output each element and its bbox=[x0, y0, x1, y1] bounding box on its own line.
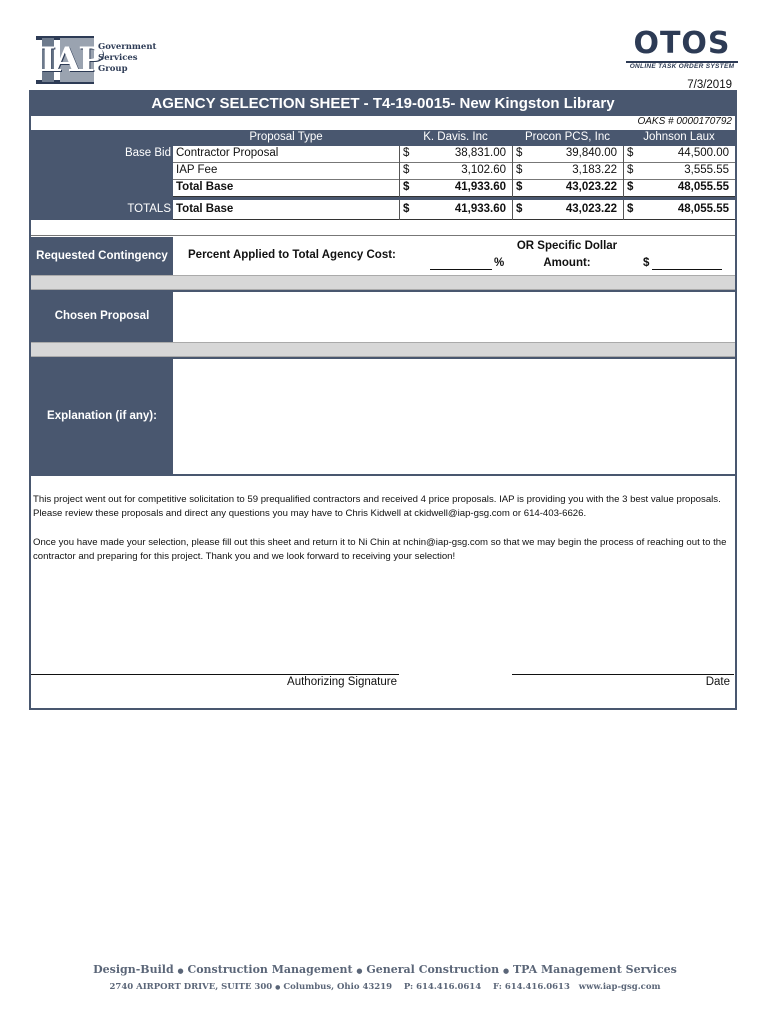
chosen-proposal-label: Chosen Proposal bbox=[54, 310, 150, 322]
date-label: Date bbox=[705, 676, 730, 688]
footer-service: Design-Build bbox=[93, 963, 174, 976]
footer-service: General Construction bbox=[366, 963, 500, 976]
explanation-bottom-border bbox=[31, 474, 735, 476]
dollar-sign: $ bbox=[643, 257, 650, 269]
table-cell: 48,055.55 bbox=[677, 203, 729, 215]
proposal-type-header: Proposal Type bbox=[249, 131, 323, 143]
oaks-number: OAKS # 0000170792 bbox=[637, 116, 732, 127]
dollar-sign: $ bbox=[627, 203, 634, 215]
chosen-proposal-field[interactable] bbox=[176, 292, 733, 340]
iap-logo bbox=[30, 32, 170, 88]
table-cell: 39,840.00 bbox=[565, 147, 617, 159]
dollar-sign: $ bbox=[627, 164, 634, 176]
dollar-sign: $ bbox=[403, 181, 410, 193]
table-cell: 38,831.00 bbox=[454, 147, 506, 159]
table-cell: 41,933.60 bbox=[454, 181, 506, 193]
dollar-sign: $ bbox=[516, 164, 523, 176]
table-row bbox=[173, 180, 735, 197]
date-line[interactable] bbox=[512, 674, 734, 675]
table-cell: 48,055.55 bbox=[677, 181, 729, 193]
percent-input[interactable] bbox=[430, 258, 492, 270]
percent-suffix: % bbox=[494, 257, 505, 269]
sheet-title: AGENCY SELECTION SHEET - T4-19-0015- New Kingston Library bbox=[151, 95, 615, 112]
table-body bbox=[173, 146, 735, 197]
section-divider bbox=[31, 342, 735, 357]
explanation-label-cell bbox=[31, 357, 173, 475]
otos-logo bbox=[620, 28, 744, 72]
table-cell: 44,500.00 bbox=[677, 147, 729, 159]
explanation-label: Explanation (if any): bbox=[47, 410, 157, 422]
signature-line[interactable] bbox=[31, 674, 399, 675]
table-row bbox=[173, 146, 735, 163]
explanation-field[interactable] bbox=[176, 359, 733, 473]
footer-service: TPA Management Services bbox=[512, 963, 677, 976]
totals-row bbox=[173, 200, 735, 220]
dollar-sign: $ bbox=[403, 147, 410, 159]
column-header-1: K. Davis. Inc bbox=[423, 131, 488, 143]
dollar-sign: $ bbox=[516, 203, 523, 215]
table-cell: 3,555.55 bbox=[684, 164, 729, 176]
contingency-label-cell bbox=[31, 237, 173, 275]
dollar-sign: $ bbox=[627, 181, 634, 193]
chosen-proposal-label-cell bbox=[31, 290, 173, 342]
footer-fax: F: 614.416.0613 bbox=[492, 982, 570, 992]
logo-line-3: Group bbox=[98, 64, 128, 74]
dollar-sign: $ bbox=[403, 164, 410, 176]
info-paragraph-1: This project went out for competitive solicitation to 59 prequalified contractors and received 4 price proposals. IAP is providing you with the 3 best value proposals. Please review these proposals and direct any questions you may have to Chris Kidwell at ckidwell@iap-gsg.com or 614-403-6626. bbox=[33, 494, 721, 519]
footer-phone: P: 614.416.0614 bbox=[403, 982, 482, 992]
footer-services: Design-Build ● Construction Management ● General Construction ● TPA Management Services bbox=[93, 963, 677, 976]
column-header-3: Johnson Laux bbox=[643, 131, 715, 143]
dollar-sign: $ bbox=[516, 147, 523, 159]
table-cell: 43,023.22 bbox=[565, 203, 617, 215]
footer-city: Columbus, Ohio 43219 bbox=[283, 982, 393, 992]
footer-address-line: 2740 AIRPORT DRIVE, SUITE 300 ● Columbus, Ohio 43219 P: 614.416.0614 F: 614.416.0613 www.iap-gsg.com bbox=[109, 982, 661, 992]
row-label: IAP Fee bbox=[176, 164, 218, 176]
or-dollar-label-2: Amount: bbox=[543, 257, 591, 269]
otos-subtitle: ONLINE TASK ORDER SYSTEM bbox=[629, 63, 735, 70]
row-label: Contractor Proposal bbox=[176, 147, 279, 159]
signature-label: Authorizing Signature bbox=[287, 676, 397, 688]
chosen-proposal-top-border bbox=[173, 290, 735, 292]
contingency-label: Requested Contingency bbox=[36, 250, 168, 262]
table-cell: 43,023.22 bbox=[565, 181, 617, 193]
or-dollar-label-1: OR Specific Dollar bbox=[516, 240, 618, 252]
logo-letters: IAP bbox=[40, 40, 102, 80]
table-cell: 3,183.22 bbox=[572, 164, 617, 176]
logo-line-2: Services bbox=[98, 53, 138, 63]
table-cell: 3,102.60 bbox=[461, 164, 506, 176]
dollar-amount-input[interactable] bbox=[652, 258, 722, 270]
row-label: Total Base bbox=[176, 181, 234, 193]
info-paragraph-2: Once you have made your selection, please fill out this sheet and return it to Ni Chin at nchin@iap-gsg.com so that we may begin the process of reaching out to the contractor and preparing for this project. Thank you and we look forward to receiving your selection! bbox=[33, 537, 727, 562]
row-label: Total Base bbox=[176, 203, 234, 215]
column-header-2: Procon PCS, Inc bbox=[524, 131, 610, 143]
sheet-date: 7/3/2019 bbox=[687, 79, 732, 91]
table-row bbox=[173, 163, 735, 180]
dollar-sign: $ bbox=[627, 147, 634, 159]
section-divider bbox=[31, 275, 735, 290]
otos-title: OTOS bbox=[633, 26, 731, 61]
table-cell: 41,933.60 bbox=[454, 203, 506, 215]
dollar-sign: $ bbox=[516, 181, 523, 193]
footer-service: Construction Management bbox=[187, 963, 353, 976]
percent-label: Percent Applied to Total Agency Cost: bbox=[188, 249, 396, 261]
dollar-sign: $ bbox=[403, 203, 410, 215]
footer-address: 2740 AIRPORT DRIVE, SUITE 300 bbox=[109, 982, 273, 992]
footer-web[interactable]: www.iap-gsg.com bbox=[578, 982, 661, 992]
logo-line-1: Government bbox=[98, 42, 157, 52]
sheet-title-bar bbox=[31, 92, 735, 116]
base-bid-label: Base Bid bbox=[124, 147, 171, 159]
totals-label: TOTALS bbox=[127, 203, 171, 215]
